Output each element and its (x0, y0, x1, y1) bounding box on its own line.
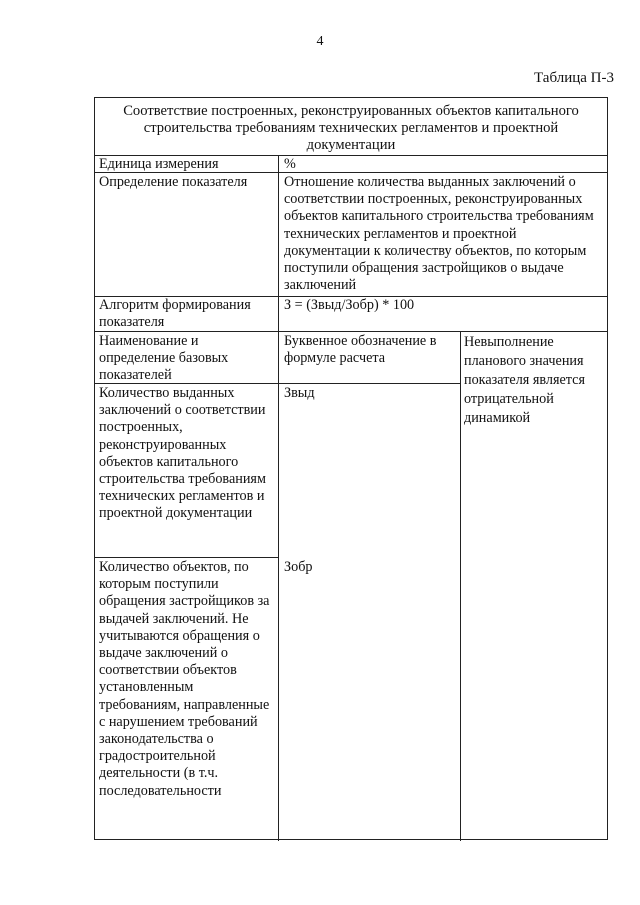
row-divider (95, 172, 607, 173)
base-header-note: Невыполнение планового значения показателя является отрицательной динамикой (464, 334, 585, 426)
algorithm-label: Алгоритм формирования показателя (99, 297, 251, 331)
row-divider (95, 331, 607, 332)
column-divider (278, 155, 279, 841)
page-number: 4 (316, 34, 324, 49)
definition-label: Определение показателя (99, 174, 248, 190)
base-1-symbol: Звыд (284, 385, 315, 401)
indicator-title: Соответствие построенных, реконструированных объектов капитального строительства требованиям технических регламентов и проектной документации (123, 103, 579, 153)
base-2-name: Количество объектов, по которым поступили обращения застройщиков за выдачей заключений. Не учитываются обращения о выдаче заключений о соответствии объектов установленным требованиям, направленные с нарушением требований законодательства о градостроительной деятельности (в т.ч. последовательности (99, 559, 270, 799)
base-header-symbol: Буквенное обозначение в формуле расчета (284, 333, 437, 367)
row-divider (95, 557, 278, 558)
column-divider (460, 331, 461, 841)
indicator-table (94, 97, 608, 840)
algorithm-formula: З = (Звыд/Зобр) * 100 (284, 297, 415, 313)
unit-label: Единица измерения (99, 156, 219, 172)
definition-value: Отношение количества выданных заключений о соответствии построенных, реконструированных объектов капитального строительства требованиям технических регламентов и проектной документации к количеству объектов, по которым поступили обращения застройщиков о выдаче заключений (284, 174, 594, 294)
table-label: Таблица П-3 (534, 70, 614, 86)
base-2-symbol: Зобр (284, 559, 313, 575)
unit-value: % (284, 156, 296, 172)
base-header-name: Наименование и определение базовых показателей (99, 333, 229, 383)
base-1-name: Количество выданных заключений о соответствии построенных, реконструированных объектов капитального строительства требованиям технических регламентов и проектной документации (99, 385, 266, 522)
